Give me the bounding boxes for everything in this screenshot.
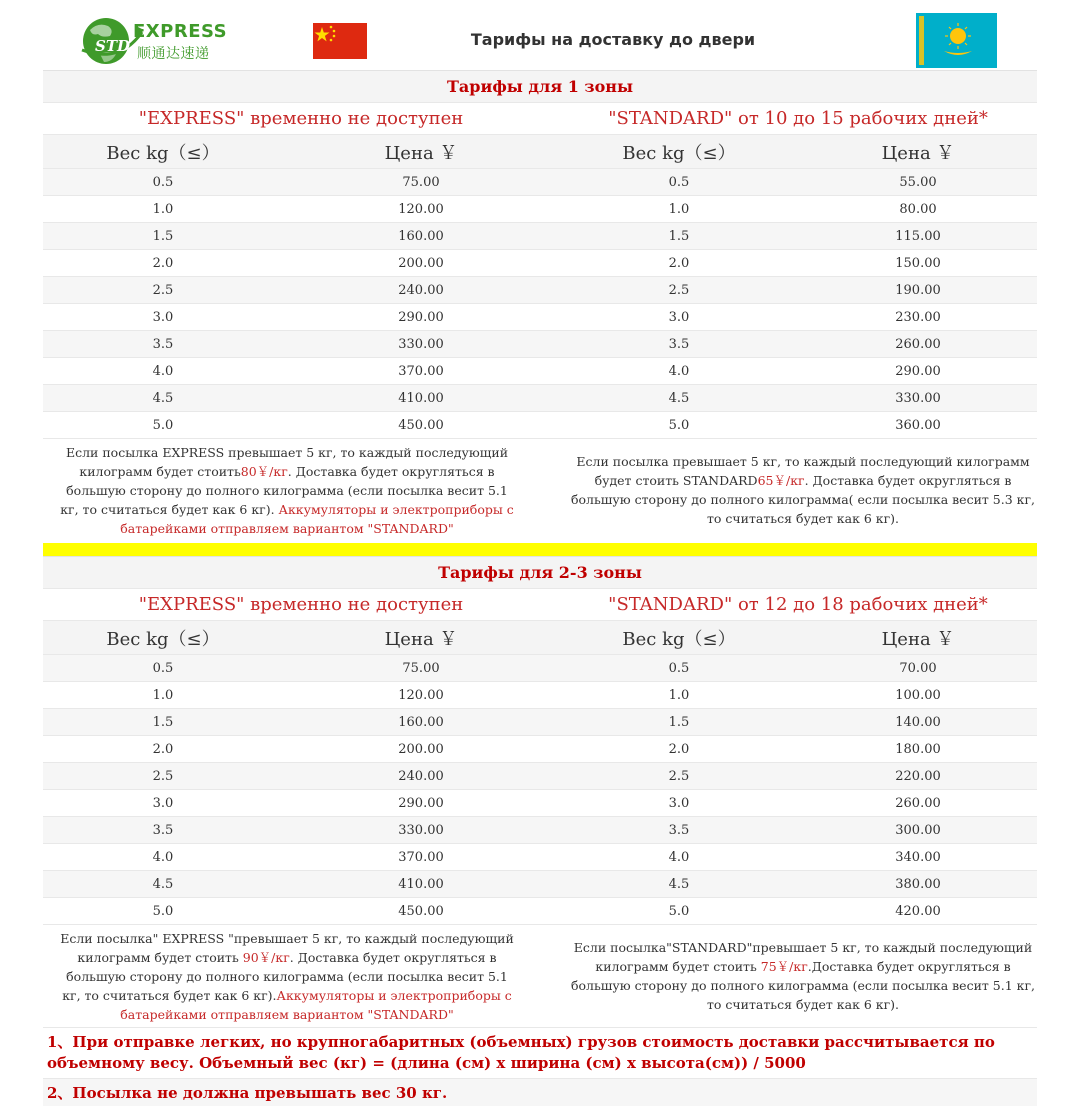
table-row [43, 412, 1037, 439]
standard-price-cell: 340.00 [799, 844, 1037, 871]
express-price-cell: 410.00 [283, 871, 559, 898]
table-row [43, 277, 1037, 304]
express-price-cell: 410.00 [283, 385, 559, 412]
standard-weight-cell: 5.0 [559, 898, 799, 925]
standard-note-rounding: . Доставка будет округляться в большую сторону до полного килограмма( если посылка весит 5.3 кг, то считаться будет как 6 кг). [571, 473, 1035, 526]
page-header [43, 0, 1037, 70]
express-weight-cell: 0.5 [43, 655, 283, 682]
express-note-text: Если посылка" EXPRESS "превышает 5 кг, то каждый последующий килограмм будет стоить [60, 930, 514, 965]
standard-weight-cell: 4.5 [559, 385, 799, 412]
express-weight-cell: 1.5 [43, 709, 283, 736]
standard-weight-cell: 2.5 [559, 277, 799, 304]
express-weight-cell: 0.5 [43, 169, 283, 196]
standard-price-cell: 380.00 [799, 871, 1037, 898]
standard-note [559, 925, 1037, 1028]
express-note [43, 925, 559, 1028]
express-weight-cell: 1.0 [43, 196, 283, 223]
express-weight-cell: 2.5 [43, 277, 283, 304]
table-row [43, 871, 1037, 898]
express-weight-cell: 5.0 [43, 412, 283, 439]
express-extra-rate: 80￥/кг [240, 463, 288, 479]
standard-price-cell: 260.00 [799, 790, 1037, 817]
express-weight-cell: 4.5 [43, 871, 283, 898]
express-header: "EXPRESS" временно не доступен [43, 103, 559, 135]
express-price-cell: 290.00 [283, 790, 559, 817]
table-row [43, 709, 1037, 736]
standard-note [559, 439, 1037, 542]
standard-weight-cell: 4.5 [559, 871, 799, 898]
express-weight-cell: 4.0 [43, 358, 283, 385]
standard-price-cell: 100.00 [799, 682, 1037, 709]
express-weight-cell: 2.0 [43, 250, 283, 277]
express-price-cell: 290.00 [283, 304, 559, 331]
kazakhstan-flag-icon [916, 13, 997, 68]
standard-price-cell: 260.00 [799, 331, 1037, 358]
standard-weight-cell: 4.0 [559, 844, 799, 871]
standard-weight-cell: 5.0 [559, 412, 799, 439]
table-row [43, 223, 1037, 250]
standard-price-cell: 140.00 [799, 709, 1037, 736]
volumetric-weight-note: 1、При отправке легких, но крупногабаритных (объемных) грузов стоимость доставки рассчитывается по объемному весу. Объемный вес (кг) = (длина (см) х ширина (см) х высота(см)) / 5000 [43, 1027, 1037, 1078]
battery-warning: Аккумуляторы и электроприборы с батарейками отправляем вариантом "STANDARD" [120, 987, 512, 1022]
express-weight-cell: 3.0 [43, 790, 283, 817]
express-price-cell: 200.00 [283, 250, 559, 277]
table-row [43, 682, 1037, 709]
table-row [43, 844, 1037, 871]
express-price-cell: 120.00 [283, 682, 559, 709]
table-row [43, 358, 1037, 385]
standard-weight-cell: 3.5 [559, 331, 799, 358]
standard-weight-cell: 2.0 [559, 736, 799, 763]
express-weight-cell: 3.0 [43, 304, 283, 331]
express-weight-cell: 1.5 [43, 223, 283, 250]
express-price-cell: 450.00 [283, 898, 559, 925]
zone-1-title: Тарифы для 1 зоны [43, 71, 1037, 103]
express-price-cell: 370.00 [283, 844, 559, 871]
max-weight-note: 2、Посылка не должна превышать вес 30 кг. [43, 1078, 1037, 1106]
tariff-page [43, 0, 1037, 1106]
standard-price-cell: 55.00 [799, 169, 1037, 196]
express-weight-cell: 2.0 [43, 736, 283, 763]
table-row [43, 736, 1037, 763]
logo-brand-cn-text: 顺通达速递 [137, 46, 210, 62]
express-note-rounding: . Доставка будет округляться в большую сторону до полного килограмма (если посылка весит 5.1 кг, то считаться будет как 6 кг). [60, 463, 508, 517]
table-row [43, 304, 1037, 331]
standard-weight-cell: 0.5 [559, 169, 799, 196]
standard-weight-cell: 4.0 [559, 358, 799, 385]
table-row [43, 196, 1037, 223]
standard-price-cell: 290.00 [799, 358, 1037, 385]
col-price-header: Цена ￥ [799, 621, 1037, 655]
standard-weight-cell: 3.0 [559, 304, 799, 331]
standard-price-cell: 220.00 [799, 763, 1037, 790]
china-flag-icon [313, 23, 367, 59]
express-weight-cell: 4.5 [43, 385, 283, 412]
zone-2-3-title: Тарифы для 2-3 зоны [43, 557, 1037, 589]
standard-extra-rate: 75￥/кг [760, 959, 808, 974]
zone-divider [43, 543, 1037, 556]
footer-notes [43, 1027, 1037, 1106]
standard-weight-cell: 1.5 [559, 709, 799, 736]
col-weight-header: Вес kg（≤） [559, 621, 799, 655]
express-weight-cell: 3.5 [43, 817, 283, 844]
standard-price-cell: 300.00 [799, 817, 1037, 844]
table-row [43, 790, 1037, 817]
standard-price-cell: 230.00 [799, 304, 1037, 331]
standard-header: "STANDARD" от 10 до 15 рабочих дней* [559, 103, 1037, 135]
express-header: "EXPRESS" временно не доступен [43, 589, 559, 621]
standard-weight-cell: 0.5 [559, 655, 799, 682]
standard-price-cell: 180.00 [799, 736, 1037, 763]
express-price-cell: 370.00 [283, 358, 559, 385]
standard-weight-cell: 1.0 [559, 196, 799, 223]
express-price-cell: 200.00 [283, 736, 559, 763]
standard-price-cell: 150.00 [799, 250, 1037, 277]
express-note [43, 439, 559, 542]
zone-2-3-notes [43, 924, 1037, 1027]
express-price-cell: 240.00 [283, 277, 559, 304]
express-weight-cell: 5.0 [43, 898, 283, 925]
standard-weight-cell: 1.5 [559, 223, 799, 250]
standard-note-text: Если посылка"STANDARD"превышает 5 кг, то каждый последующий килограмм будет стоить [573, 940, 1033, 974]
standard-price-cell: 70.00 [799, 655, 1037, 682]
table-row [43, 898, 1037, 925]
express-price-cell: 240.00 [283, 763, 559, 790]
standard-weight-cell: 1.0 [559, 682, 799, 709]
express-weight-cell: 3.5 [43, 331, 283, 358]
table-row [43, 169, 1037, 196]
express-note-text: Если посылка EXPRESS превышает 5 кг, то каждый последующий килограмм будет стоить [65, 444, 509, 479]
zone-1-table [43, 70, 1037, 438]
table-row [43, 817, 1037, 844]
col-price-header: Цена ￥ [799, 135, 1037, 169]
battery-warning: Аккумуляторы и электроприборы с батарейками отправляем вариантом "STANDARD" [120, 501, 514, 536]
logo-mark: STD [95, 37, 131, 55]
col-price-header: Цена ￥ [283, 135, 559, 169]
table-row [43, 250, 1037, 277]
page-title: Тарифы на доставку до двери [470, 30, 756, 49]
zone-2-3-table [43, 556, 1037, 924]
standard-price-cell: 80.00 [799, 196, 1037, 223]
express-price-cell: 75.00 [283, 169, 559, 196]
express-price-cell: 160.00 [283, 223, 559, 250]
standard-weight-cell: 3.5 [559, 817, 799, 844]
standard-price-cell: 360.00 [799, 412, 1037, 439]
standard-note-rounding: .Доставка будет округляться в большую сторону до полного килограмма (если посылка весит 5.1 кг, то считаться будет как 6 кг). [571, 959, 1035, 1012]
standard-weight-cell: 3.0 [559, 790, 799, 817]
col-weight-header: Вес kg（≤） [43, 621, 283, 655]
express-price-cell: 330.00 [283, 817, 559, 844]
express-price-cell: 160.00 [283, 709, 559, 736]
col-weight-header: Вес kg（≤） [559, 135, 799, 169]
standard-extra-rate: 65￥/кг [757, 473, 805, 488]
company-logo [80, 10, 230, 68]
express-price-cell: 330.00 [283, 331, 559, 358]
standard-weight-cell: 2.0 [559, 250, 799, 277]
col-weight-header: Вес kg（≤） [43, 135, 283, 169]
express-price-cell: 75.00 [283, 655, 559, 682]
express-price-cell: 120.00 [283, 196, 559, 223]
express-weight-cell: 2.5 [43, 763, 283, 790]
express-weight-cell: 4.0 [43, 844, 283, 871]
col-price-header: Цена ￥ [283, 621, 559, 655]
express-extra-rate: 90￥/кг [242, 949, 290, 965]
standard-note-text: Если посылка превышает 5 кг, то каждый последующий килограмм будет стоить STANDARD [576, 454, 1030, 488]
zone-1-notes [43, 438, 1037, 541]
table-row [43, 655, 1037, 682]
standard-weight-cell: 2.5 [559, 763, 799, 790]
express-note-rounding: . Доставка будет округляться в большую сторону до полного килограмма (если посылка весит 5.1 кг, то считаться будет как 6 кг). [62, 949, 508, 1003]
standard-price-cell: 420.00 [799, 898, 1037, 925]
standard-header: "STANDARD" от 12 до 18 рабочих дней* [559, 589, 1037, 621]
express-price-cell: 450.00 [283, 412, 559, 439]
table-row [43, 763, 1037, 790]
table-row [43, 331, 1037, 358]
standard-price-cell: 115.00 [799, 223, 1037, 250]
standard-price-cell: 190.00 [799, 277, 1037, 304]
logo-brand-text: EXPRESS [133, 21, 228, 42]
express-weight-cell: 1.0 [43, 682, 283, 709]
standard-price-cell: 330.00 [799, 385, 1037, 412]
table-row [43, 385, 1037, 412]
